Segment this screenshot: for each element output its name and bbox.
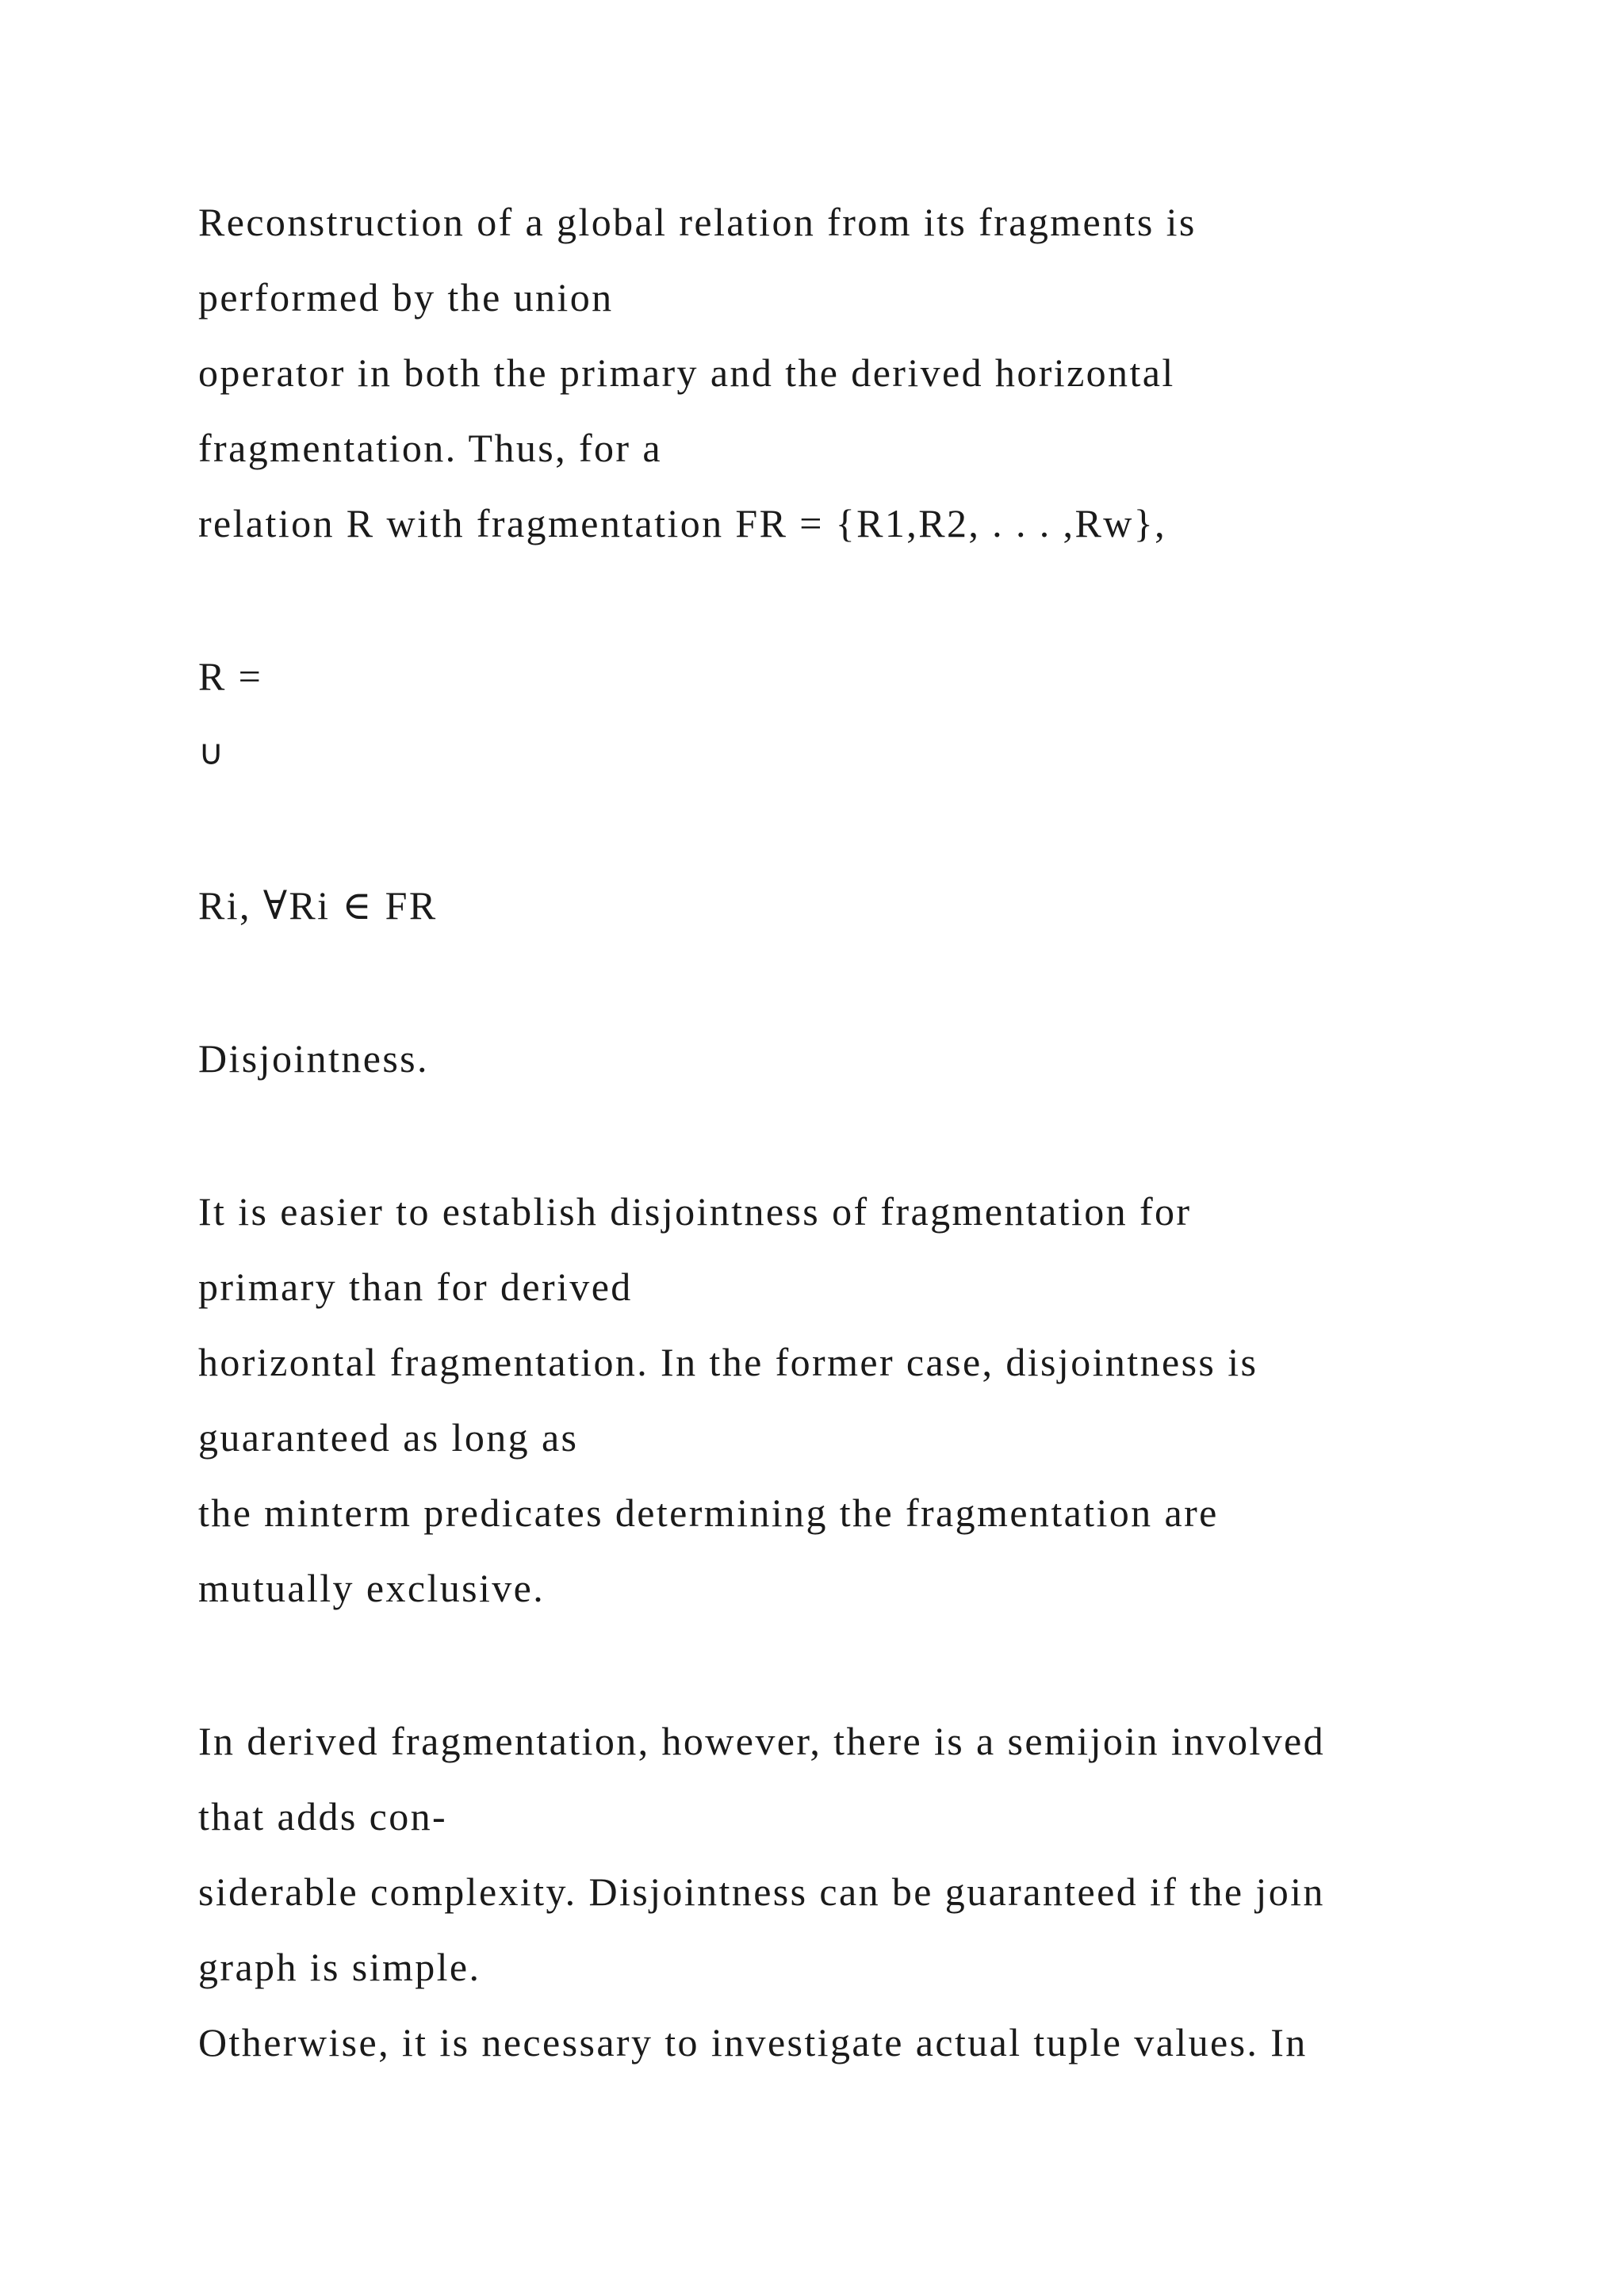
para3-line5: Otherwise, it is necessary to investigate actual tuple values. In bbox=[198, 2020, 1308, 2064]
para1-line3: operator in both the primary and the derived horizontal bbox=[198, 350, 1175, 395]
para2-line4: guaranteed as long as bbox=[198, 1415, 579, 1460]
para2-line1: It is easier to establish disjointness of fragmentation for bbox=[198, 1189, 1192, 1234]
para2-line6: mutually exclusive. bbox=[198, 1566, 546, 1610]
para3-line2: that adds con- bbox=[198, 1794, 448, 1839]
union-symbol: ∪ bbox=[198, 733, 226, 773]
para2-line2: primary than for derived bbox=[198, 1265, 633, 1309]
para3-line3: siderable complexity. Disjointness can be guaranteed if the join bbox=[198, 1869, 1325, 1914]
para1-line1: Reconstruction of a global relation from its fragments is bbox=[198, 200, 1197, 244]
formula-rhs: Ri, ∀Ri ∈ FR bbox=[198, 883, 438, 928]
para1-line2: performed by the union bbox=[198, 275, 614, 320]
para2-line3: horizontal fragmentation. In the former case, disjointness is bbox=[198, 1340, 1258, 1384]
formula-lhs: R = bbox=[198, 654, 263, 698]
para3-line1: In derived fragmentation, however, there is a semijoin involved bbox=[198, 1719, 1326, 1763]
para1-line5: relation R with fragmentation FR = {R1,R2, . . . ,Rw}, bbox=[198, 501, 1167, 545]
section-heading: Disjointness. bbox=[198, 1036, 429, 1081]
para2-line5: the minterm predicates determining the fragmentation are bbox=[198, 1490, 1219, 1535]
para3-line4: graph is simple. bbox=[198, 1945, 481, 1989]
para1-line4: fragmentation. Thus, for a bbox=[198, 426, 662, 470]
